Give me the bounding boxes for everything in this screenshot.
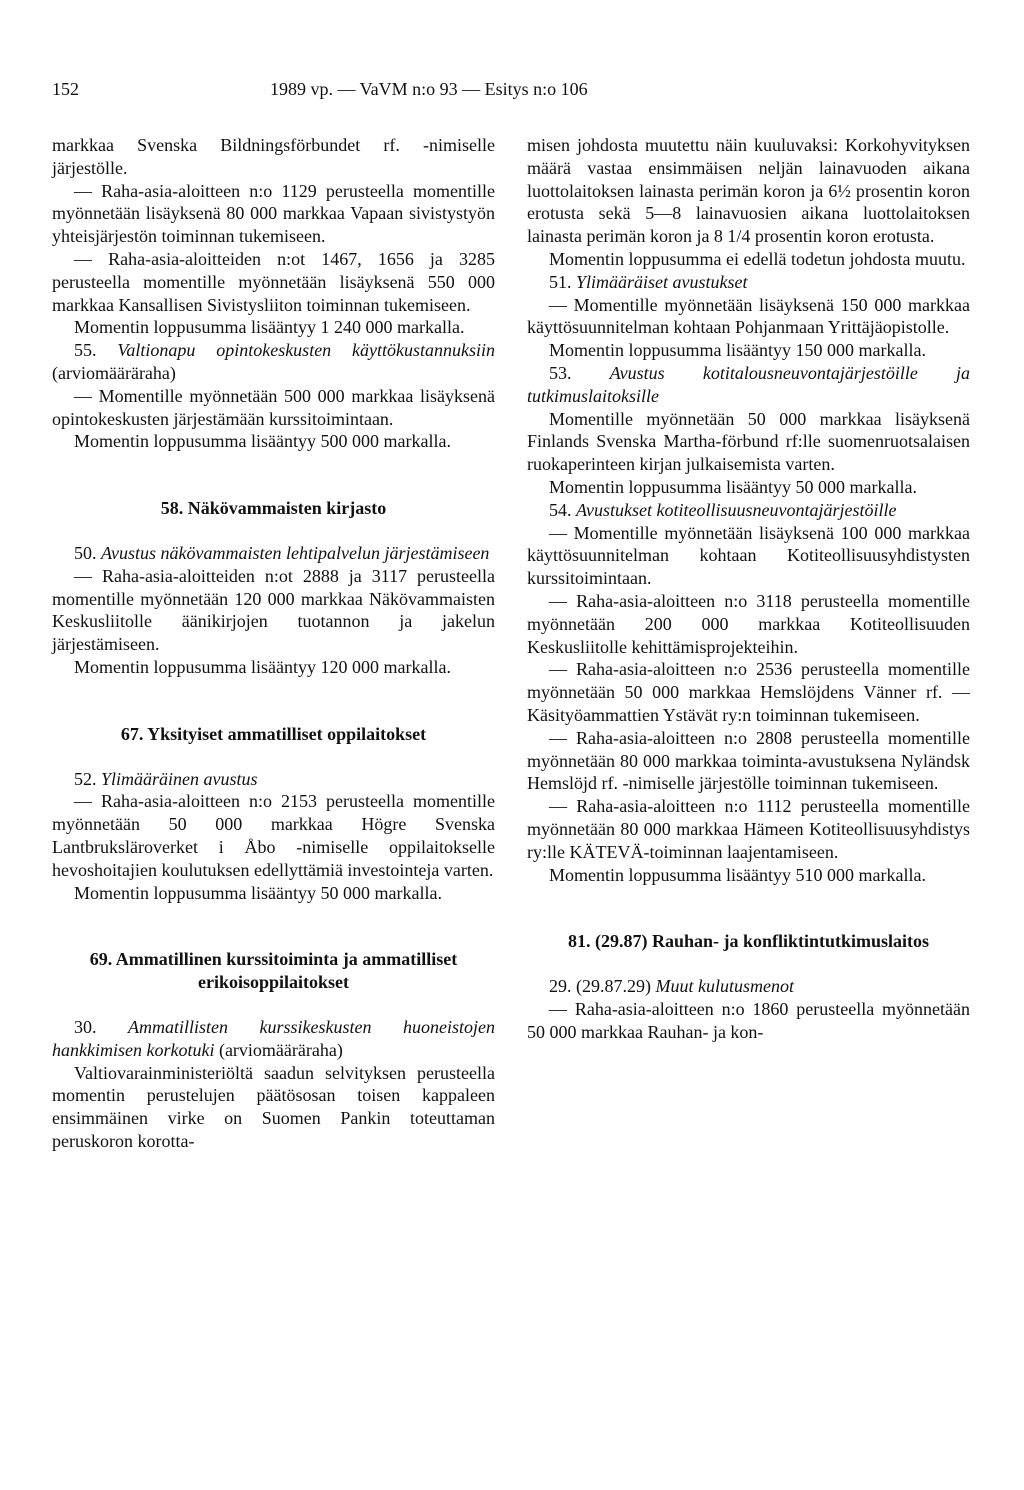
paragraph: Valtiovarainministeriöltä saadun selvityksen perusteella momentin perustelujen päätösosan toisen kappaleen ensimmäinen virke on Suomen Pankin toteuttaman peruskoron korotta- — [52, 1062, 495, 1151]
paragraph: — Raha-asia-aloitteen n:o 3118 perusteella momentille myönnetään 200 000 markkaa Kotiteollisuuden Keskusliitolle kehittämisprojekteihin. — [527, 590, 970, 657]
paragraph: — Raha-asia-aloitteen n:o 2536 perusteella momentille myönnetään 50 000 markkaa Hemslöjdens Vänner rf. — Käsityöammattien Ystävät ry:n toiminnan tukemiseen. — [527, 659, 970, 725]
item-number: 30. — [74, 1016, 129, 1037]
section-heading: 81. (29.87) Rauhan- ja konfliktintutkimuslaitos — [567, 931, 930, 952]
paragraph: Momentin loppusumma lisääntyy 150 000 markalla. — [549, 340, 926, 361]
paragraph: — Raha-asia-aloitteen n:o 1112 perusteella momentille myönnetään 80 000 markkaa Hämeen Kotiteollisuusyhdistys ry:lle KÄTEVÄ-toiminnan laajentamiseen. — [527, 796, 970, 862]
paragraph: — Momentille myönnetään lisäyksenä 100 000 markkaa käyttösuunnitelman kohtaan Kotiteollisuusyhdistysten kurssitoimintaan. — [527, 522, 970, 589]
item-title: Avustus näkövammaisten lehtipalvelun järjestämiseen — [101, 542, 490, 563]
paragraph: — Raha-asia-aloitteiden n:ot 2888 ja 3117 perusteella momentille myönnetään 120 000 markkaa Näkövammaisten Keskusliitolle äänikirjojen tuotannon ja jakelun järjestämiseen. — [52, 565, 495, 655]
paragraph: — Raha-asia-aloitteen n:o 1860 perusteella myönnetään 50 000 markkaa Rauhan- ja kon- — [527, 998, 970, 1042]
page-number: 152 — [52, 79, 79, 99]
paragraph: Momentin loppusumma ei edellä todetun johdosta muutu. — [549, 248, 966, 269]
running-title: 1989 vp. — VaVM n:o 93 — Esitys n:o 106 — [270, 79, 588, 99]
item-number: 51. — [549, 271, 576, 292]
item-number: 53. — [549, 362, 610, 383]
item-heading — [527, 975, 970, 998]
item-number: 55. — [74, 340, 118, 361]
paragraph: — Momentille myönnetään lisäyksenä 150 000 markkaa käyttösuunnitelman kohtaan Pohjanmaan Yrittäjäopistolle. — [527, 294, 970, 338]
item-heading — [52, 768, 495, 791]
paragraph: — Raha-asia-aloitteen n:o 2808 perusteella momentille myönnetään 80 000 markkaa toiminta-avustuksena Nyländsk Hemslöjd rf. -nimiselle järjestölle toiminnan tukemiseen. — [527, 727, 970, 794]
item-title: Avustus kotitalousneuvontajärjestöille ja tutkimuslaitoksille — [527, 362, 970, 406]
spacer — [52, 904, 495, 948]
paragraph: Momentin loppusumma lisääntyy 500 000 markalla. — [74, 431, 451, 452]
item-title: Ylimääräinen avustus — [101, 768, 258, 789]
item-title: Valtionapu opintokeskusten käyttökustannuksiin — [117, 340, 496, 361]
paragraph: — Raha-asia-aloitteiden n:ot 1467, 1656 ja 3285 perusteella momentille myönnetään lisäyksenä 550 000 markkaa Kansallisen Sivistysliiton toiminnan tukemiseen. — [52, 248, 495, 315]
spacer — [527, 953, 970, 975]
item-heading — [52, 339, 495, 385]
item-heading — [527, 499, 970, 522]
section-heading: 67. Yksityiset ammatilliset oppilaitokset — [120, 723, 427, 744]
item-title: Avustukset kotiteollisuusneuvontajärjestöille — [576, 499, 897, 520]
spacer — [527, 886, 970, 930]
item-number: 54. — [549, 499, 576, 520]
right-column — [527, 134, 970, 1043]
item-title: Ammatillisten kurssikeskusten huoneistojen hankkimisen korkotuki — [52, 1016, 495, 1060]
spacer — [52, 679, 495, 723]
paragraph: misen johdosta muutettu näin kuuluvaksi: Korkohyvityksen määrä vastaa ensimmäisen neljän lainavuoden aikana luottolaitoksen lainasta perimän koron ja 6½ prosentin koron erotusta sekä 5—8 lainavuosien aikana luottolaitoksen lainasta perimän koron ja 8 1/4 prosentin koron erotusta. — [527, 135, 970, 247]
item-title: Ylimääräiset avustukset — [576, 271, 748, 292]
spacer — [52, 746, 495, 768]
paragraph: Momentille myönnetään 50 000 markkaa lisäyksenä Finlands Svenska Martha-förbund rf:lle suomenruotsalaisen ruokaperinteen kirjan julkaisemista varten. — [527, 408, 970, 475]
item-number: 52. — [74, 768, 101, 789]
item-heading — [527, 271, 970, 294]
paragraph: Momentin loppusumma lisääntyy 1 240 000 markalla. — [74, 317, 465, 338]
paragraph: Momentin loppusumma lisääntyy 50 000 markalla. — [549, 476, 917, 497]
spacer — [52, 994, 495, 1016]
item-heading — [52, 1016, 495, 1062]
paragraph: — Momentille myönnetään 500 000 markkaa lisäyksenä opintokeskusten järjestämään kurssitoimintaan. — [52, 385, 495, 429]
left-column — [52, 134, 495, 1153]
paragraph: — Raha-asia-aloitteen n:o 2153 perusteella momentille myönnetään 50 000 markkaa Högre Svenska Lantbruksläroverket i Åbo -nimiselle oppilaitokselle hevoshoitajien koulutuksen edellyttämiä investointeja varten. — [52, 791, 495, 880]
item-qualifier: (arviomääräraha) — [52, 362, 176, 383]
section-heading: 58. Näkövammaisten kirjasto — [160, 498, 387, 519]
spacer — [52, 453, 495, 497]
item-heading — [52, 542, 495, 565]
spacer — [52, 520, 495, 542]
item-number: 50. — [74, 542, 101, 563]
item-title: Muut kulutusmenot — [655, 976, 794, 997]
item-heading — [527, 362, 970, 408]
item-number: 29. (29.87.29) — [549, 976, 656, 997]
paragraph: Momentin loppusumma lisääntyy 50 000 markalla. — [74, 882, 442, 903]
section-heading: 69. Ammatillinen kurssitoiminta ja ammatilliset erikoisoppilaitokset — [89, 949, 458, 993]
paragraph: markkaa Svenska Bildningsförbundet rf. -nimiselle järjestölle. — [52, 135, 495, 178]
paragraph: — Raha-asia-aloitteen n:o 1129 perusteella momentille myönnetään lisäyksenä 80 000 markkaa Vapaan sivistystyön yhteisjärjestön toiminnan tukemiseen. — [52, 180, 495, 247]
paragraph: Momentin loppusumma lisääntyy 120 000 markalla. — [74, 656, 451, 677]
paragraph: Momentin loppusumma lisääntyy 510 000 markalla. — [549, 864, 926, 885]
item-qualifier: (arviomääräraha) — [214, 1039, 343, 1060]
